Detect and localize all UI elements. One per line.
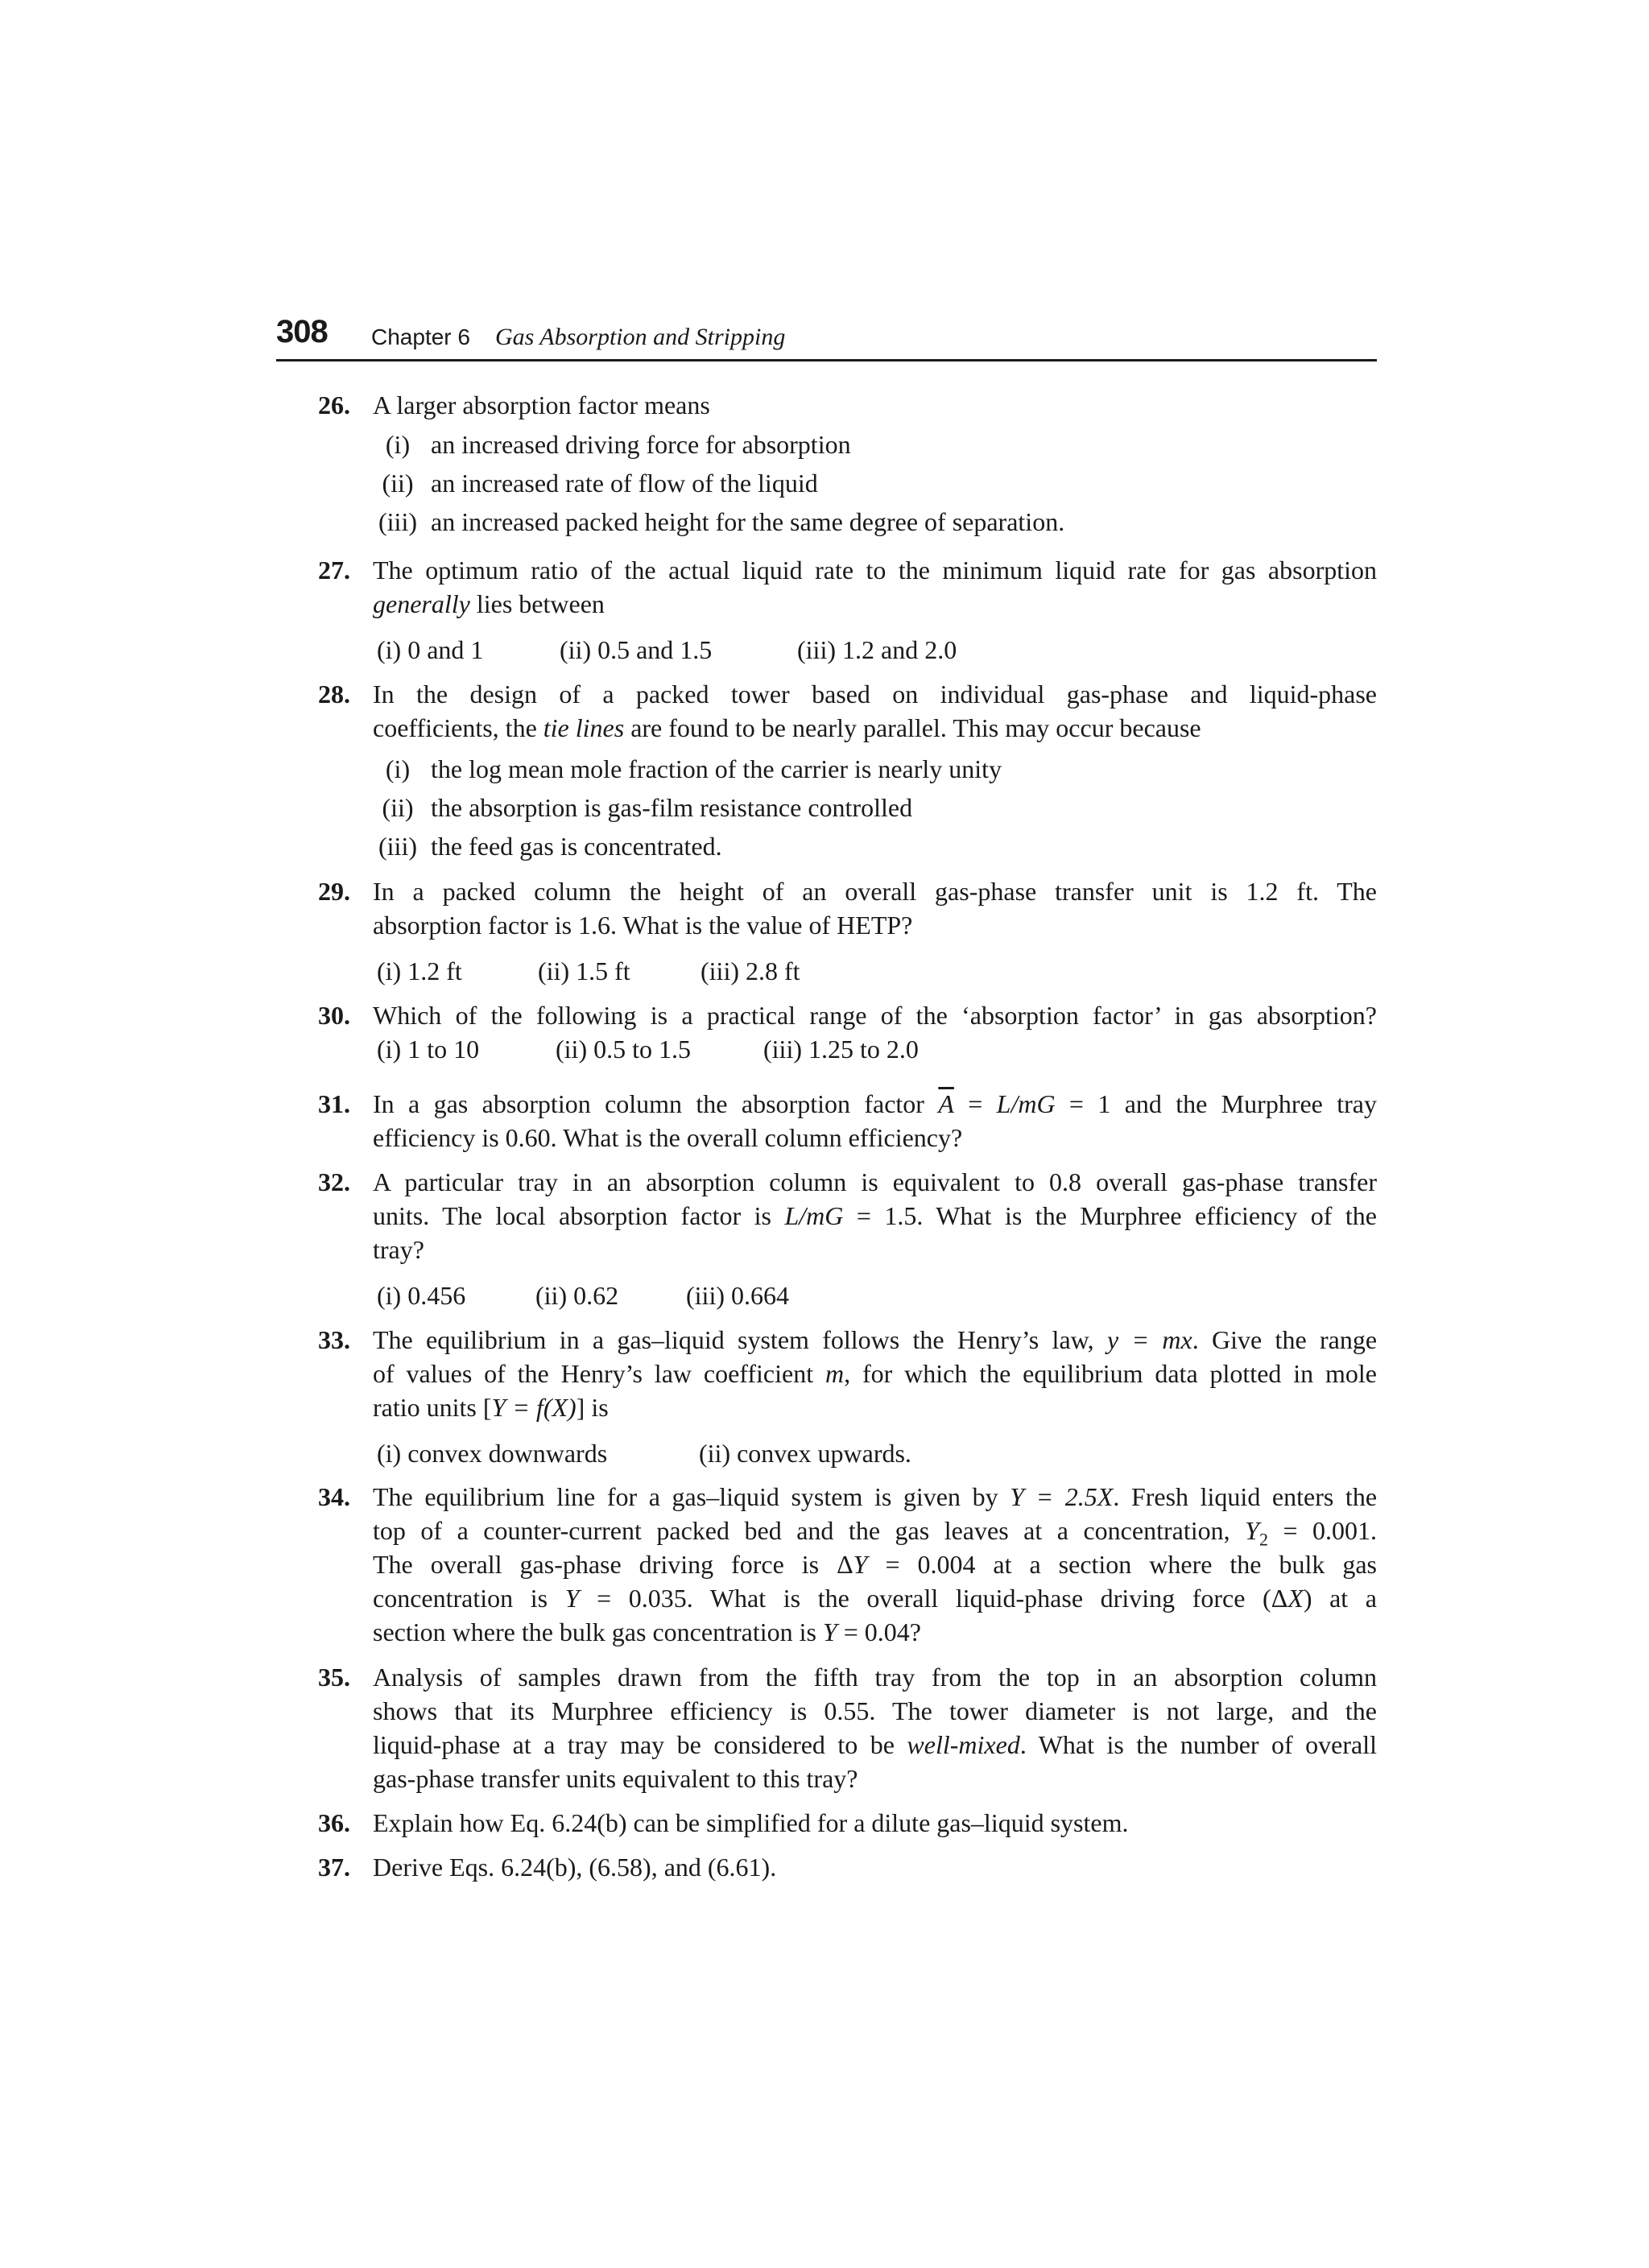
question-text-line: [373, 1547, 1377, 1581]
question-number: 37.: [318, 1853, 350, 1882]
text-fragment: The overall gas-phase driving force is Δ: [373, 1550, 853, 1579]
item-text: the log mean mole fraction of the carrier is nearly unity: [431, 754, 1002, 783]
question-number: 32.: [318, 1167, 350, 1196]
question-text-line: [373, 1087, 1377, 1121]
answer-option: (ii) 0.62: [535, 1281, 619, 1310]
text-fragment: = 1 and the Murphree tray: [1055, 1089, 1378, 1118]
page-header: [276, 310, 1377, 358]
emphasis-text: generally: [373, 589, 470, 618]
item-number: (iii): [378, 832, 417, 861]
text-fragment: = 0.04?: [837, 1617, 921, 1646]
text-fragment: of values of the Henry’s law coefficient: [373, 1359, 825, 1388]
question-number: 29.: [318, 877, 350, 906]
question-number: 30.: [318, 1001, 350, 1030]
answer-option: (i) 1 to 10: [377, 1035, 480, 1064]
item-text: the absorption is gas-film resistance controlled: [431, 793, 913, 822]
page-number: 308: [276, 314, 328, 349]
math-expression: L/mG: [996, 1089, 1056, 1118]
item-text: an increased rate of flow of the liquid: [431, 469, 818, 498]
chapter-label: Chapter 6: [371, 324, 470, 349]
question-text-line: [373, 1514, 1378, 1550]
emphasis-text: well-mixed: [907, 1730, 1020, 1759]
question-text-line: gas-phase transfer units equivalent to this tray?: [373, 1764, 858, 1793]
text-fragment: . Fresh liquid enters the: [1113, 1482, 1378, 1511]
item-number: (iii): [378, 507, 417, 536]
text-fragment: The equilibrium in a gas–liquid system follows the Henry’s law,: [373, 1325, 1107, 1354]
question-number: 33.: [318, 1325, 350, 1354]
math-symbol: X: [1287, 1584, 1304, 1613]
answer-option: (iii) 2.8 ft: [701, 956, 800, 985]
text-fragment: coefficients, the: [373, 713, 543, 742]
text-fragment: concentration is: [373, 1584, 565, 1613]
answer-option: (i) convex downwards: [377, 1439, 608, 1468]
question-number: 27.: [318, 556, 350, 585]
question-text-line: [373, 711, 1377, 745]
answer-option: (ii) 0.5 to 1.5: [556, 1035, 691, 1064]
answer-option: (iii) 1.25 to 2.0: [763, 1035, 919, 1064]
question-text-line: [373, 1480, 1377, 1514]
question-text-line: absorption factor is 1.6. What is the value of HETP?: [373, 911, 913, 940]
question-text-line: Analysis of samples drawn from the fifth tray from the top in an absorption column: [373, 1663, 1377, 1692]
answer-option: (ii) 0.5 and 1.5: [560, 635, 713, 664]
math-expression: Y = 2.5X: [1010, 1482, 1114, 1511]
text-fragment: ) at a: [1303, 1584, 1378, 1613]
question-number: 34.: [318, 1482, 350, 1511]
math-expression: L/mG: [784, 1201, 844, 1230]
text-fragment: section where the bulk gas concentration is: [373, 1617, 823, 1646]
question-text-line: In a packed column the height of an overall gas-phase transfer unit is 1.2 ft. The: [373, 877, 1377, 906]
answer-option: (i) 0 and 1: [377, 635, 484, 664]
text-fragment: ratio units [: [373, 1393, 492, 1422]
question-text-line: [373, 1728, 1377, 1762]
symbol-a-bar: $\overline{A}$: [938, 1089, 954, 1118]
item-number: (ii): [382, 793, 414, 822]
math-symbol: Y: [1245, 1516, 1259, 1545]
question-text-line: [373, 1323, 1377, 1357]
question-text-line: tray?: [373, 1235, 424, 1264]
item-text: an increased driving force for absorption: [431, 430, 851, 459]
question-text-line: [373, 1615, 1377, 1649]
answer-option: (i) 1.2 ft: [377, 956, 462, 985]
text-fragment: = 0.035. What is the overall liquid-phase driving force (Δ: [579, 1584, 1288, 1613]
item-text: an increased packed height for the same degree of separation.: [431, 507, 1065, 536]
subscript: 2: [1258, 1529, 1268, 1550]
question-text-line: [373, 587, 1377, 621]
question-text-line: Derive Eqs. 6.24(b), (6.58), and (6.61).: [373, 1853, 777, 1882]
text-fragment: =: [953, 1089, 997, 1118]
text-fragment: liquid-phase at a tray may be considered to be: [373, 1730, 907, 1759]
item-text: the feed gas is concentrated.: [431, 832, 722, 861]
text-fragment: = 0.004 at a section where the bulk gas: [867, 1550, 1378, 1579]
question-text-line: Which of the following is a practical range of the ‘absorption factor’ in gas absorption?: [373, 1001, 1377, 1030]
question-text-line: Explain how Eq. 6.24(b) can be simplified for a dilute gas–liquid system.: [373, 1808, 1129, 1837]
item-number: (i): [385, 430, 411, 459]
text-fragment: In a gas absorption column the absorption factor: [373, 1089, 939, 1118]
answer-option: (ii) 1.5 ft: [538, 956, 630, 985]
question-text: A larger absorption factor means: [373, 390, 710, 419]
text-fragment: are found to be nearly parallel. This may occur because: [624, 713, 1201, 742]
question-number: 28.: [318, 680, 350, 708]
text-fragment: top of a counter-current packed bed and the gas leaves at a concentration,: [373, 1516, 1246, 1545]
text-fragment: = 1.5. What is the Murphree efficiency of the: [843, 1201, 1378, 1230]
text-fragment: . What is the number of overall: [1019, 1730, 1378, 1759]
question-text-line: shows that its Murphree efficiency is 0.55. The tower diameter is not large, and the: [373, 1696, 1377, 1725]
item-number: (i): [385, 754, 411, 783]
answer-option: (i) 0.456: [377, 1281, 466, 1310]
question-text-line: The optimum ratio of the actual liquid rate to the minimum liquid rate for gas absorption: [373, 556, 1377, 585]
question-text-line: [373, 1390, 1377, 1424]
answer-option: (iii) 0.664: [686, 1281, 789, 1310]
answer-option: (iii) 1.2 and 2.0: [797, 635, 957, 664]
question-number: 31.: [318, 1089, 350, 1118]
question-text-line: [373, 1199, 1377, 1233]
text-fragment: = 0.001.: [1267, 1516, 1378, 1545]
header-rule: [276, 359, 1377, 361]
item-number: (ii): [382, 469, 414, 498]
question-number: 36.: [318, 1808, 350, 1837]
answer-option: (ii) convex upwards.: [699, 1439, 911, 1468]
math-expression: y = mx: [1107, 1325, 1192, 1354]
question-number: 35.: [318, 1663, 350, 1692]
question-text-line: efficiency is 0.60. What is the overall column efficiency?: [373, 1123, 963, 1152]
question-text-line: In the design of a packed tower based on individual gas-phase and liquid-phase: [373, 680, 1377, 708]
text-fragment: . Give the range: [1192, 1325, 1378, 1354]
question-text-line: [373, 1357, 1377, 1390]
text-fragment: units. The local absorption factor is: [373, 1201, 785, 1230]
text-fragment: The equilibrium line for a gas–liquid system is given by: [373, 1482, 1010, 1511]
text-fragment: ] is: [576, 1393, 609, 1422]
question-number: 26.: [318, 390, 350, 419]
math-symbol: m: [824, 1359, 845, 1388]
emphasis-text: tie lines: [543, 713, 625, 742]
question-text-line: A particular tray in an absorption column is equivalent to 0.8 overall gas-phase transfer: [373, 1167, 1377, 1196]
question-text-line: [373, 1581, 1377, 1615]
math-expression: Y = f(X): [491, 1393, 577, 1422]
text-fragment: , for which the equilibrium data plotted in mole: [844, 1359, 1378, 1388]
chapter-title: Gas Absorption and Stripping: [495, 324, 786, 350]
math-symbol: Y: [564, 1584, 580, 1613]
math-symbol: Y: [853, 1550, 868, 1579]
math-symbol: Y: [822, 1617, 837, 1646]
text-fragment: lies between: [469, 589, 605, 618]
